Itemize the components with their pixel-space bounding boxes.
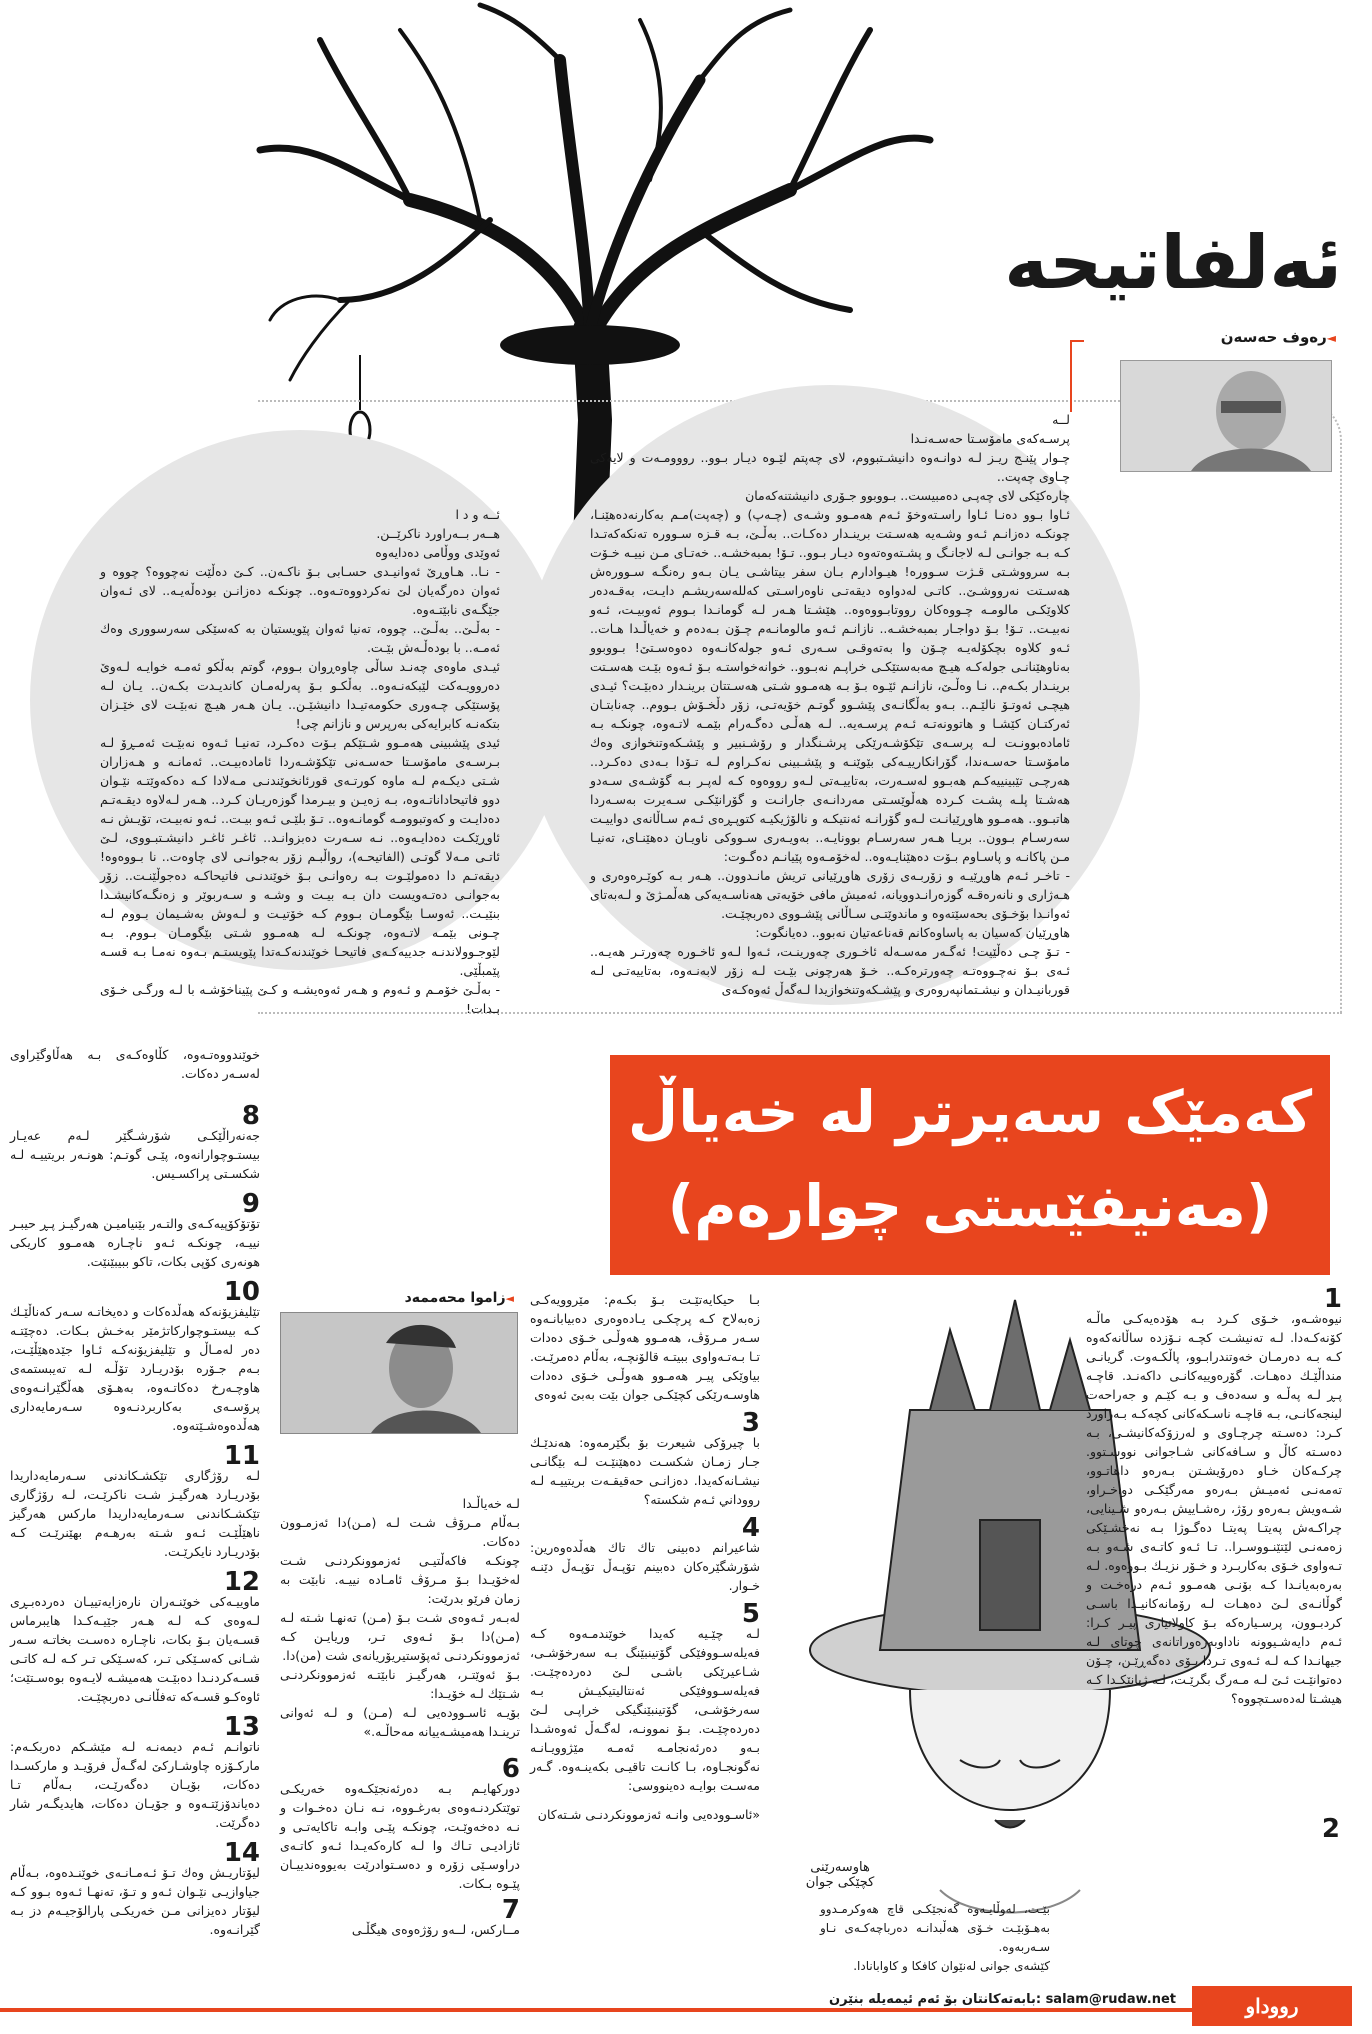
section-text: تێلیفزیۆنەكە هەڵدەكات و دەیخاتـە سـەر كەناڵێـك كـە بیستـوچوارکاتژمێر بەخـش بـكات. دەچێتـە دەر لەمـاڵ و تێلیفزیۆنەكـە ئـاوا جێدەهێڵێـت، بـەم جـۆرە بۆدریـارد تۆڵـە لـە تەیبستمەی هاوچـەرخ دەكاتـەوە، بەهـۆی هەڵگێرانـەوەی پرۆسـەی بەكاربردنـەوە سـەرمایەداری هەڵدەوەشـێتەوە. xyxy=(10,1304,260,1433)
newspaper-logo: رووداو xyxy=(1192,1986,1352,2026)
section-text: لـە رۆژگاری تێكشـكاندنی سـەرمایەداریدا بۆدریـارد هەرگیـز شـت ناكرێـت، لـە رۆژگاری تێكشـكاندنی سـەرمایەداریدا ماركس هەرگیز ناهێڵێـت ئـەو شـتە بەرهـەم بهێنرێـت كـە بۆدریـارد نایكرێـت. xyxy=(10,1468,260,1559)
section-text: شاعیرانم دەبینی تاك تاك هەڵدەوەرین: شۆرشگێرەكان دەبینم تۆپـەڵ تۆپـەڵ دێنـە خـوار. xyxy=(530,1540,760,1593)
section-number: 4 xyxy=(741,1513,760,1543)
column-right xyxy=(1086,1284,1342,1718)
column-left xyxy=(10,1045,260,1939)
author-photo xyxy=(1120,360,1332,472)
section-number: 1 xyxy=(1323,1284,1342,1314)
section-number: 8 xyxy=(241,1101,260,1131)
footer-bar xyxy=(0,2008,1200,2012)
section-text: لـە چێـیە كەیدا خوێندمـەوە كـە فەیلەسـووفێكی گۆتینبێنگ بـە سەرخۆشـی، شـاعیرێكی باشـی لـێ دەردەچێـت. فەیلەسـووفێكی ئەنتالیتیكیـش بـە سەرخۆشـی، گۆتینبێنگیكی خراپـی لـێ دەردەچێـت. بـۆ نموونـە، لەگـەڵ ئەوەشـدا بـەو دەرئەنجامـە ئەمـە مێژوویـانـە نەگونجـاوە، بـا كانـت تاقیـی بكەینـەوە. گـەر مەسـت بوایـە دەینووسی: xyxy=(530,1626,760,1793)
continued-text: خوێندووەتـەوە، كڵاوەكـەی بـە هەڵاوگێراوی لەسـەر دەكات. xyxy=(10,1047,260,1081)
bottom-quote: «ئاسـوودەیی وانـە ئەزموونكردنـی شـتەكان xyxy=(537,1807,760,1822)
headline-banner xyxy=(610,1055,1330,1275)
headline-text: کەمێک سەیرتر لە خەیاڵ (مەنیفێستی چوارەم) xyxy=(627,1078,1313,1240)
section-number: 10 xyxy=(223,1277,260,1307)
text-circle-right xyxy=(520,385,1140,1005)
section-text: نیوەشـەو، خـۆی كـرد بـە هۆدەیەكـی ماڵـە كۆنەكـەدا. لـە تەنیشـت كچـە نـۆزدە ساڵانەكەوە كـە بـە دەرمـان خەوتندرابـوو، پاڵكـەوت. گریانـی منداڵێـك دەهـات. گۆرەوییەكانـی داكەنـد. قاچـە پـڕ لـە پەڵـە و سەدەف و بـە كێـم و جەراحەت لینجەكانـی، بـە قاچـە ناسـكەكانی كچەكـە بـەراورد كـرد: دەسـتە چرچـاوی و لەرزۆكەكانیشـی، بـە دەسـتە كاڵ و سـافەكانی شـاجوانی نووسـتوو. چركـەكان خـاو دەرۆیشـتن بـەرەو داهاتـوو، تەمەنـی ئەمیـش بـەرەو مەرگێكـی دواخـراو، شـەویش بـەرەو رۆژ، رەشـاییش بـەرەو شـینایی، چراكـەش پەیتـا پەیتـا دەگـوژا بـە نەخشـێكی زەمەنـی لێتێنـووسـرا.. تـا ئـەو كاتـەی شـەو بـە تـەواوی خـۆی بەكاربـرد و خـۆر نزیـك بـووەوە. لـە بەرەبەیانـدا كـە بۆنـی هەمـوو ئـەم درەخـت و گوڵانـەی لـێ دەهـات لـە رۆمانەكانیـدا باسـی كردبـوون، پرسـیارەكە بـۆ كاولاتیاری پیـر كـرا: ئـەم دایەشـیوونە ناداوبەرەوراتانەی چوتای لـە جیهانـدا كـە لـە ئـەوی تـردا بـۆی دەگەڕێـن، چـۆن دەتوانێـت ئـێ لـە مـەرگ بگرێـت، لـە ژیانێكـدا كـە هیشـتا لەدەسـتچووە؟ xyxy=(1086,1311,1342,1706)
section-text: مــاركس، لــەو رۆژەوەی هیگڵـی xyxy=(351,1922,520,1937)
section-number: 11 xyxy=(223,1441,260,1471)
section-text: ناتوانـم ئـەم دیمەنـە لـە مێشـكم دەربكـەم: ماركـۆزە چاوشـاركێ لەگـەڵ فرۆیـد و ماركسـدا دەكات، بۆیـان دەگەرێـت، بـەڵام تـا دەیاندۆزێتـەوە و جۆیـان دەكات، هایدیگـەر شار دەگرێت. xyxy=(10,1739,260,1830)
author-photo xyxy=(280,1312,518,1434)
section-number: 2 xyxy=(1321,1814,1340,1844)
section-number: 14 xyxy=(223,1838,260,1868)
section-number: 9 xyxy=(241,1189,260,1219)
column-right-bottom xyxy=(1085,1814,1340,1844)
section-number: 6 xyxy=(501,1754,520,1784)
section-text: لیۆتاریـش وەك تـۆ ئـەمـانـەی خوێنـدەوە، بـەڵام جیاوازیـی نێـوان ئـەو و تـۆ، تەنهـا ئـەوە بـوو كـە لیۆتار دەیزانی مـن خەریكـی پارالۆجیـەم دز بـە گێرانـەوە. xyxy=(10,1865,260,1937)
article-title: ئەلفاتیحە xyxy=(1004,220,1342,306)
image-caption: هاوسەرێنی كچێكی جوان xyxy=(805,1860,875,1890)
author-block xyxy=(280,1290,520,1741)
section-text: بـا حیكایەتێـت بـۆ بكـەم: مێروویەكـی زەبەلاح كـە پرچكـی یـادەوەری دەبیابانـەوە سـەر مـرۆڤ، هەمـوو هەوڵـی خـۆی دەدات تـا بـەتـەواوی ببیتـە قالۆنچـە، بەڵام دەمرێـت. بیاوێكی پیـر هەمـوو هەوڵـی خـۆی دەدات هاوسـەرێكی كچێكـی جوان بێت بەبێ ئەوەی xyxy=(530,1292,760,1402)
column-middle xyxy=(530,1290,760,1824)
column-middle-bottom xyxy=(280,1754,520,1939)
section-text: تۆتۆكۆپیەكـەی والتـەر بێنیامیـن هەرگیـز پـڕ حیبـر نییـە، چونكـە ئـەو ناچـارە هەمـوو كاریكی هونەری كۆپی بكات، تاكو ببیبێنێت. xyxy=(10,1216,260,1269)
author-name: زاموا محەممەد ◄ xyxy=(280,1290,520,1306)
footer-label: بابەتەکانتان بۆ ئەم ئیمەیلە بنێرن: salam@rudaw.net xyxy=(823,1992,1182,2007)
section-number: 12 xyxy=(223,1567,260,1597)
accent-bracket xyxy=(1070,340,1084,412)
section-text: جەنەراڵێكـی شۆرشـگێر لـەم عەیـار بیستـوچوارانەوە، پێـی گوتـم: هونـەر بریتییـە لـە شكسـتی پراكسـیس. xyxy=(10,1128,260,1181)
portrait-icon xyxy=(281,1313,517,1433)
section-text: دوركهایـم بـە دەرئەنجێكـەوە خەریكـی توێتكردنـەوەی بەرغـووە، نـە نـان دەخـوات و نـە دەخەوێـت، چونكـە پێـی وابـە تاكایەتـی و ئازادیـی تـاك وا لـە كارەكەیـدا ئـەو كاتـەی دراوسـێی زۆرە و دەسـتوادرێت بەیووەندییـان پێـوە بـكات. xyxy=(280,1781,520,1891)
article-body-right: لــە پرسـەكەی مامۆسـتا حەسـەنـدا چـوار پێنـج ریـز لـە دوانـەوە دانیشـتبووم، لای چەپتم لێـوە دیـار بـوو.. رووومـەت و لایەكی چـاوی چەپت.. چارەكێكی لای چەپـی دەمبیست.. بـووبوو جـۆری دانیشتنەكەمان ئـاوا بـوو دەنـا ئـاوا راسـتەوخۆ ئـەم هەمـوو وشـەی (چـەپ) و (چەپت)مـم بەكارنەدەهێنـا، چونكـە دەزانـم ئـەو وشـەیە هەسـتت برینـدار دەكـات.. بەڵـێ، بـە قـزە سـوورە تەنكەكەتـدا كـە بـە جوانـی لـە لاجانـگ و پشـتەوەتەوە دیـار بـوو.. تـۆ! بمبەخشـە.. خەتـای مـن نییـە خـۆت بـە سرووشـتی قـژت سـوورە! هیـوادارم بـان سفر بیتاشـی یـان بـەو رەنگـە سـوورەش هەسـتت نەرووشـێ.. كاتـی لەدواوە دیقەتـی ناوەراسـتی كەللەسەریشـم دایـت، بەقـەدەر كلاوێكـی مالومـە چـووەكان رووتابـووەوە.. هێشـتا هـەر لـە گومانـدا بـووم ئەوبیـت، ئـەو نەبیـت.. تـۆ! بـۆ دواجـار بمبەخشـە.. نازانـم ئـەو مالومانـەم چـۆن بـەدەم و خەیاڵـدا هـات.. ئـەو كلاوە بچكۆلەیـە چـۆن وا بەتەوقـی سـەری ئـەو جولەكانـەوە دەوەسـتێ! بـووبوو بەناوهێنانـی جولەكـە هیـچ مەبەستێكـی خراپـم نەبـوو.. خوانەخواستـە بـۆ ئـەوە بێـت هەسـتت برینـدار بكـەم.. نـا وەڵـێ، نازانـم ئێـوە بـۆ بـە هەمـوو شـتی هەسـتتان برینـدار دەبێـت؟ ئیـدی هیچـی ئەوتـۆ نالێـم.. بـەو بەڵگانـەی پێشـوو گوتـم خۆیەتـی، زۆر دڵخـۆش بـووم.. چەنابتـان ئەركتـان كێشـا و هاتوونەتـە ئـەم پرسـەیە.. لـە هەڵـی دەگـەرام بێمـە لاتـەوە، چونكـە بـە ئامادەبوونـت لـە پرسـەی تێكۆشـەرێكی پرشـنگدار و رۆشـنبیر و پێشـكەوتنخوازی وەك مامۆسـتا حەسـەندا، گۆرانكارییـەكی بێوێنـە و پێشـبینی نەكـراوم لـە تـۆدا بـەدی دەكـرد.. هەرچـی تێبینییەكـم هەبـوو لەسـەرت، بەتاییـەتی لـەو رووەوە كـە لەپـر بـە گۆشـەی سـەدو هەشـتا پلـە پشـت كـردە هەڵوێسـتی مەردانـەی جارانـت و گۆرانێكـی سـەیرت بەسـەردا هاتبـوو.. هەمـوو هاوڕێیانـت لـەو گۆرانـە ئەنتیكـە و نالۆژیكیـە كتوپـڕەی ئـەم سـاڵانەی دواییـت سەرسـام بـوون.. بریـا هـەر سەرسـام بوونایـە.. بەویـەری سـووكی ناویـان دەهێنـای، تەنیـا مـن پاكانـە و پاسـاوم بـۆت دەهێنایـەوە.. لەخۆمـەوە پێیانـم دەگـوت: - تاخـر ئـەم هاوڕێیـە و زۆربـەی زۆری هاوڕێیانی تریش مانـدوون.. هـەر بـە كوێـرەوەری و هـەژاری و نانەرەقـە گوزەرانـدوویانە، ئەمیش مافی خۆیەتی هەناسـەیەكی هەڵمـژێ و لـەبەتای ئەوانـدا بۆخـۆی بحەسێتەوە و ماندوێتـی سـاڵانی پێشـووی دەربچێـت. هاوڕێیان كەسیان بە پاساوەكانم قەناعەتیان نەبوو.. دەیانگوت: - تـۆ چـی دەڵێیت! ئەگـەر مەسـەلە ئاخـوری چەورینـت، ئـەوا لـەو ئاخـورە چەورتـر هەیـە.. ئـەی بـۆ نەچـووەتـە چەورترەكـە.. خـۆ هەرچونی بێـت لـە زۆر لابەنـەوە، بەتاییەتـی لـە قوربانیـدان و نیشـتمانپەروەری و پێشـكەوتنخوازیدا لـەگەڵ ئەوەكـەی xyxy=(590,412,1070,997)
quote-text: لـە خەیاڵـدا بـەڵام مـرۆڤ شـت لـە (مـن)دا ئەزمـوون دەكات. چونكـە فاكەڵتیـی ئەزموونكردنـی شـت لەخۆیـدا بـۆ مـرۆڤ ئامـادە نییـە. نابێت بە زمان فرێو بدرێت: لەبـەر ئـەوەی شـت بـۆ (مـن) تەنهـا شـتە لـە (مـن)دا بـۆ ئـەوی تـر، وریایـن كـە ئەزموونكردنـی ئەپۆستیریۆریانەی شت (من)دا. بـۆ ئەوێتـر، هەرگیـز نابێتـە ئەزموونكردنـی شـتێك لـە خۆیـدا: بۆیـە ئاسـوودەیی لـە (مـن) و لـە ئەوانی ترینـدا هەمیشـەییانە مەحاڵـە.» xyxy=(280,1496,520,1739)
section-text: با چیرۆكی شیعرت بۆ بگێرمەوە: هەندێـك جـار زمـان شكسـت دەهێنێـت لـە بێگانـی نیشـانەكەیدا. دەزانـی حەقیقـەت بریتییـە لـە رووداني ئـەم شكستە؟ xyxy=(530,1435,760,1507)
article-body-left: ئــە و د ا هــەر بــەراورد ناكرێــن. ئەوێدی ووڵامی دەدایەوە - نـا.. هـاوڕێ ئەوانیـدی حسـابی بـۆ ناكـەن.. كـێ دەڵێت نەچووە؟ چووە و ئەوان دەرگەیان لێ نەكردووەتـەوە.. چونكـە دەزانـن بودەڵەیـە.. لای ئـەوان جێگـەی نابێتـەوە. - بەڵـێ.. بەڵـێ.. چووە، تەنیا ئەوان پێویستیان بە كەسێكی سەرسووری وەك ئەمـە.. با بودەڵـەش بێـت. ئیـدی ماوەی چەنـد ساڵی چاوەڕوان بـووم، گوتم بەڵكو ئەمـە خوایـە لـەوێ دەروویـەكت لێبكەنـەوە.. بەڵكـو بـۆ پەرلەمـان كاندیـدت بكـەن.. یـان لـە پۆستێكی چـەوری حكومەتیـدا دانیشێـن.. یـان هـەر هیـچ نەبێـت لای خێـزان بتكەنـە كابرایەكی بەرپرس و نازانم چی! ئیدی پێشبینی هەمـوو شـتێكم بـۆت دەكـرد، تەنیـا ئـەوە نەبێـت ئەمـڕۆ لـە بـرسـەی مامۆسـتا حەسـەنی تێكۆشـەردا ئامادەبیـت.. ئەمانـە و هـەزاران شـتی دیكـەم لـە ماوە كورتـەی قورئانخوێندنـی مـەلادا كـە دەكەوێتـە نێـوان دوو فاتیحاداناتـەوە، بـە زەیـن و بیـرمدا گوزەریـان كـرد.. هـەر لـەلاوە دیقـەتـم دەدایـت و كەوتبوومـە گومانـەوە.. تـۆ بلێـی ئـەو بیـت.. ئـەو نەبیـت، تۆیـش نـە ئاوڕێكـت دەدایـەوە.. نـە سـەرت دەبزوانـد.. ئاغـر ئاغـر دانیشـتبـووی، لـێ ئاتـی مـەلا گوتـی (الفاتیحـە)، رواڵبـم زۆر بەجوانـی لای چاوەت.. نا بـووەوە! دیقەتـم دا دەمولێـوت بـە رەوانـی بـۆ خوێندنـی فاتیحاكـە دەجوڵێنـت.. زۆر بەجوانـی دەتـەویست دان بـە بیـت و وشـە و سـەربوێر و زەنگـەكانیشـدا بنێیـت.. ئەوسـا بێگومـان بـووم كـە خۆتیـت و لـەوش بەشـیمان بـووم لـە چـونی بێمـە لاتـەوە، چونكـە لـە هەمـوو شـتی بێگومـان بـووم. بـە لێوجـوولاندنـە جدییەكـەی فاتیحـا خوێندنەكـەتدا پێویستـم بـەوە نەمـا بـە قسـە پێمبڵێی. - بەڵـێ خۆمـم و ئـەوم و هـەر ئەوەیشـە و كـێ پێیناخۆشـە با لـە ورگـی خـۆی بـدات! xyxy=(100,507,500,1016)
portrait-icon xyxy=(1121,361,1331,471)
hat-note: بێـت، لەوڵایـەوە گەنجێكـی قاچ هەوكرمـدوو بەهـۆبێـت خـۆی هەڵبدانـە دەرباچەكـەی نـاو سـەربەوە. كێشەی جوانی لەنێوان كافكا و كاوابانادا. xyxy=(820,1902,1050,1973)
text-circle-left xyxy=(30,430,570,1016)
author-name: رەوف حەسەن ◄ xyxy=(1221,328,1342,346)
section-number: 5 xyxy=(741,1599,760,1629)
section-number: 7 xyxy=(501,1895,520,1925)
section-number: 3 xyxy=(741,1408,760,1438)
section-number: 13 xyxy=(223,1712,260,1742)
section-text: ماوییـەكی خوێنـەران نارەزایەتییـان دەردەبـڕی لـەوەی كـە لـە هـەر جێیـەكـدا هایبرماس قسـەیان بـۆ بكات، ناچـارە دەسـت بخاتـە سـەر شـانی كەسـێكی تـر، كەسـێكی تـر كـە لـە كاتـی قسـەكردنـدا دەبێـت هەمیشـە لایـەوە بوەسـتێت؛ ئاوەكـو قسـەكە تەفڵانـی دەربچێـت. xyxy=(10,1594,260,1704)
